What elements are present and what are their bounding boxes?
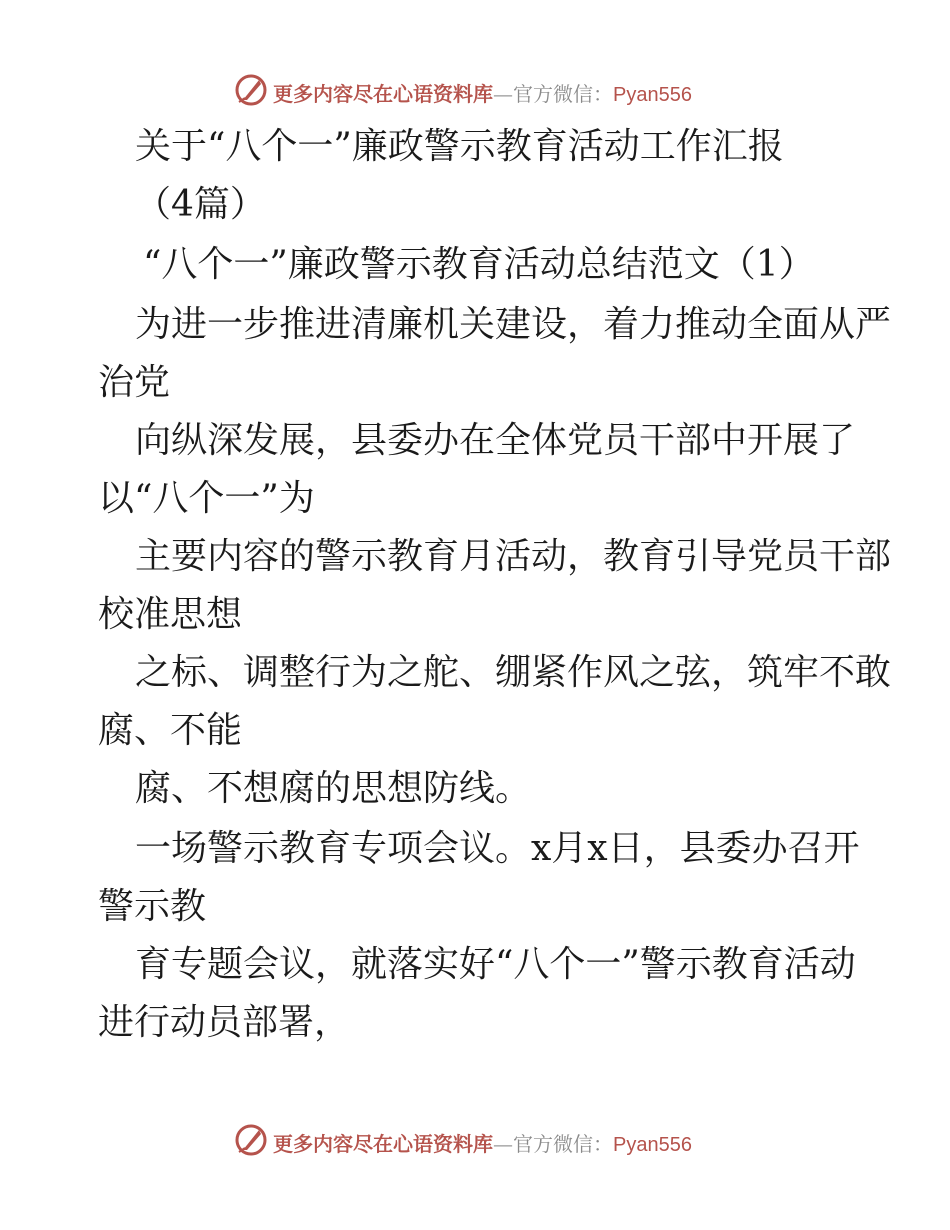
watermark-banner-bottom [0, 1120, 950, 1160]
body-line: 腐、不能 [98, 710, 243, 751]
watermark-wechat-id: Pyan556 [613, 84, 692, 106]
watermark-wechat-id: Pyan556 [613, 1134, 692, 1156]
watermark-prefix: 更多内容尽在心语资料库 [273, 82, 493, 106]
body-line: 向纵深发展，县委办在全体党员干部中开展了 [135, 420, 856, 461]
watermark-banner-top [0, 70, 950, 110]
watermark-text [273, 78, 692, 107]
watermark-prefix: 更多内容尽在心语资料库 [273, 1132, 493, 1156]
body-line: 主要内容的警示教育月活动，教育引导党员干部 [135, 536, 892, 577]
body-line: 为进一步推进清廉机关建设，着力推动全面从严 [135, 304, 892, 345]
watermark-label: 官方微信： [513, 1132, 613, 1156]
body-line: 育专题会议，就落实好“八个一”警示教育活动 [135, 944, 856, 985]
body-line: 之标、调整行为之舵、绷紧作风之弦，筑牢不敢 [135, 652, 892, 693]
body-line: 治党 [98, 362, 171, 403]
body-line: 进行动员部署， [98, 1002, 351, 1043]
quill-logo-icon [233, 1122, 269, 1158]
document-title-line1: 关于“八个一”廉政警示教育活动工作汇报 [135, 126, 784, 167]
body-line: 校准思想 [98, 594, 243, 635]
body-line: 警示教 [98, 886, 207, 927]
watermark-dash: — [493, 1132, 513, 1156]
watermark-dash: — [493, 82, 513, 106]
body-line: 一场警示教育专项会议。x月x日，县委办召开 [135, 828, 860, 869]
body-line: 以“八个一”为 [98, 478, 315, 519]
document-title-line2: （4篇） [135, 184, 266, 225]
body-line: 腐、不想腐的思想防线。 [135, 768, 532, 809]
watermark-text [273, 1128, 692, 1157]
quill-logo-icon [233, 72, 269, 108]
watermark-label: 官方微信： [513, 82, 613, 106]
document-subtitle: “八个一”廉政警示教育活动总结范文（1） [143, 244, 815, 285]
